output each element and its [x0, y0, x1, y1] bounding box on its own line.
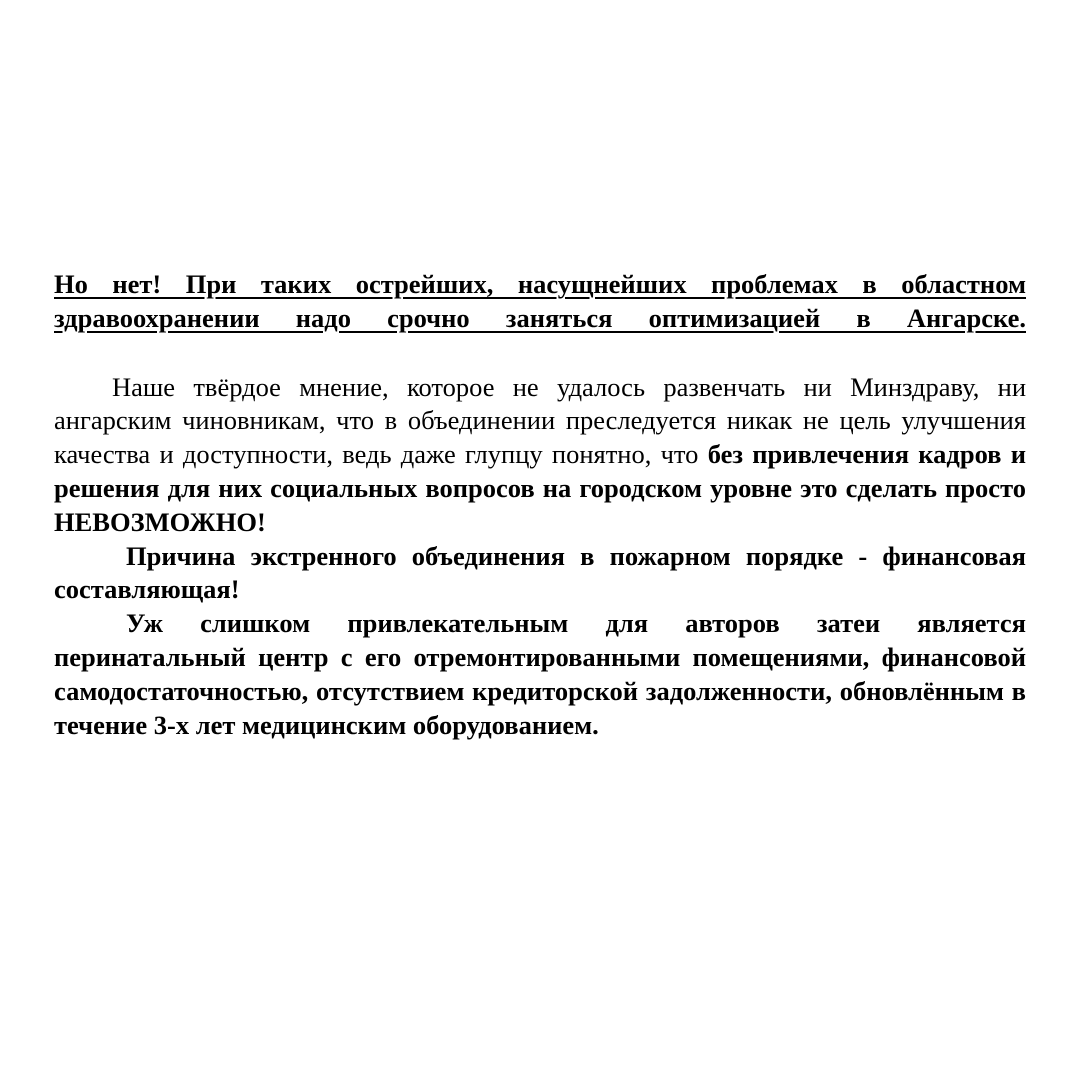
document-body [54, 268, 1026, 742]
underlined-heading [54, 268, 1026, 336]
paragraph-reason: Причина экстренного объединения в пожарном порядке - финансовая составляющая! [54, 540, 1026, 605]
heading-line-1: Но нет! При таких острейших, насущнейших проблемах в областном [54, 269, 1026, 299]
paragraph-opinion-regular-text: Наше твёрдое мнение, которое не удалось развенчать ни Минздраву, ни ангарским чиновникам, что в объединении преследуется никак не цель улучшения качества и доступности, ведь даже глупцу понятно, что [54, 371, 1026, 470]
paragraph-opinion-bold-text: без привлечения кадров и решения для них социальных вопросов на городском уровне это сделать просто НЕВОЗМОЖНО! [54, 439, 1026, 537]
paragraph-attraction: Уж слишком привлекательным для авторов затеи является перинатальный центр с его отремонтированными помещениями, финансовой самодостаточностью, отсутствием кредиторской задолженности, обновлённым в течение 3-х лет медицинским оборудованием. [54, 608, 1026, 740]
heading-line-2: здравоохранении надо срочно заняться оптимизацией в Ангарске. [54, 302, 1026, 333]
paragraph-opinion [54, 371, 1026, 540]
